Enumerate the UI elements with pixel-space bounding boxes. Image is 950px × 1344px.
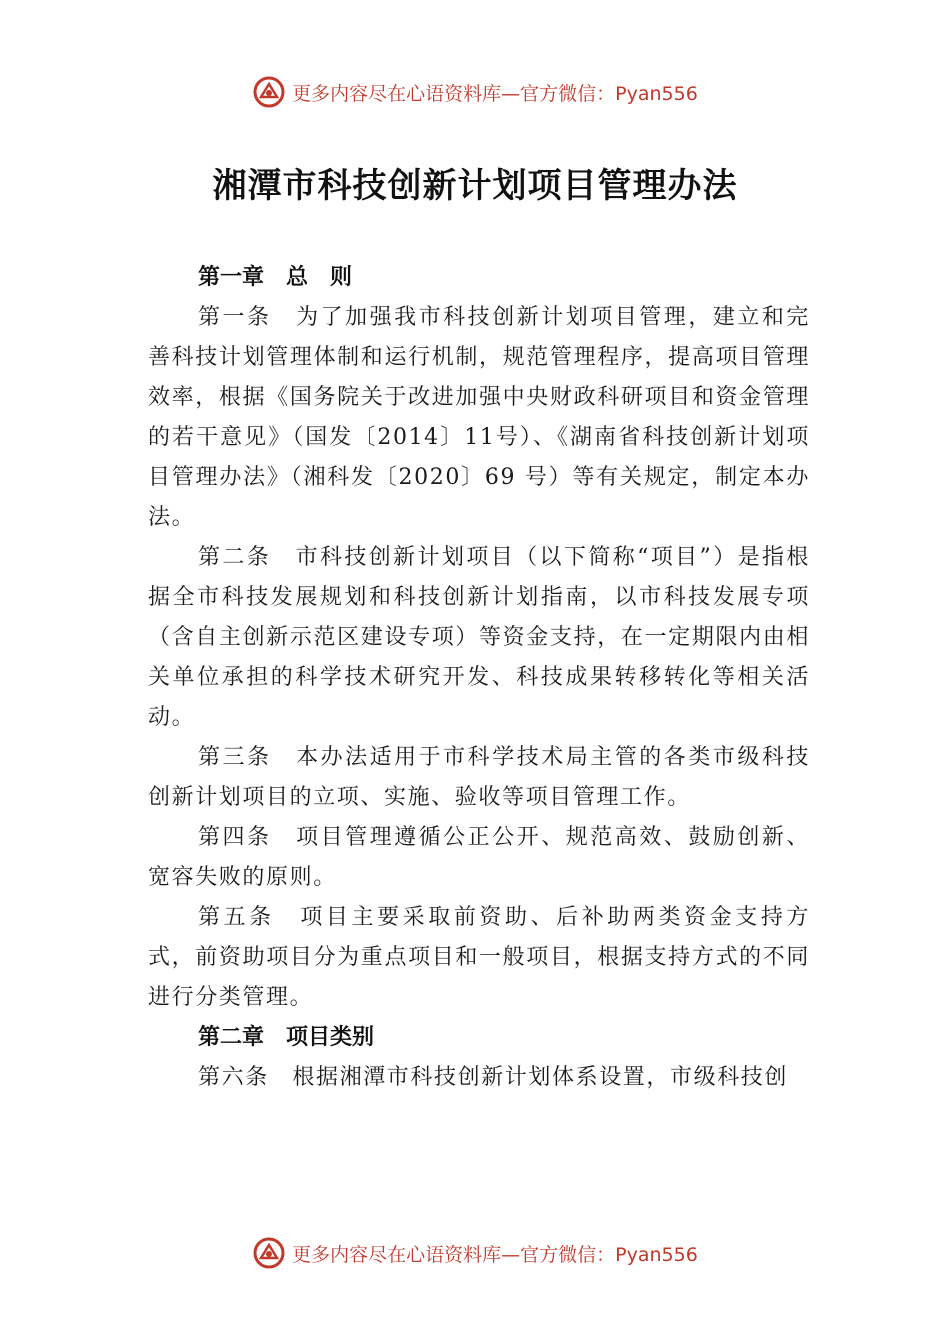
watermark-header (0, 72, 950, 112)
article-2: 第二条 市科技创新计划项目（以下简称“项目”）是指根据全市科技发展规划和科技创新计划指南，以市科技发展专项（含自主创新示范区建设专项）等资金支持，在一定期限内由相关单位承担的科学技术研究开发、科技成果转移转化等相关活动。 (148, 545, 810, 730)
watermark-footer (0, 1233, 950, 1273)
chapter-heading-2: 第二章 项目类别 (198, 1025, 375, 1050)
seal-logo-icon (252, 1236, 286, 1270)
article-6: 第六条 根据湘潭市科技创新计划体系设置，市级科技创 (198, 1065, 789, 1090)
watermark-text: 更多内容尽在心语资料库—官方微信：Pyan556 (292, 82, 698, 105)
seal-logo-icon (252, 75, 286, 109)
watermark-text: 更多内容尽在心语资料库—官方微信：Pyan556 (292, 1243, 698, 1266)
article-3: 第三条 本办法适用于市科学技术局主管的各类市级科技创新计划项目的立项、实施、验收等项目管理工作。 (148, 745, 810, 810)
chapter-heading-1: 第一章 总 则 (198, 265, 353, 290)
article-4: 第四条 项目管理遵循公正公开、规范高效、鼓励创新、宽容失败的原则。 (148, 825, 810, 890)
document-body (148, 258, 810, 1098)
article-5: 第五条 项目主要采取前资助、后补助两类资金支持方式，前资助项目分为重点项目和一般项目，根据支持方式的不同进行分类管理。 (148, 905, 810, 1010)
article-1: 第一条 为了加强我市科技创新计划项目管理，建立和完善科技计划管理体制和运行机制，规范管理程序，提高项目管理效率，根据《国务院关于改进加强中央财政科研项目和资金管理的若干意见》（国发〔2014〕11号）、《湖南省科技创新计划项目管理办法》（湘科发〔2020〕69 号）等有关规定，制定本办法。 (148, 305, 810, 530)
document-title: 湘潭市科技创新计划项目管理办法 (212, 166, 738, 206)
